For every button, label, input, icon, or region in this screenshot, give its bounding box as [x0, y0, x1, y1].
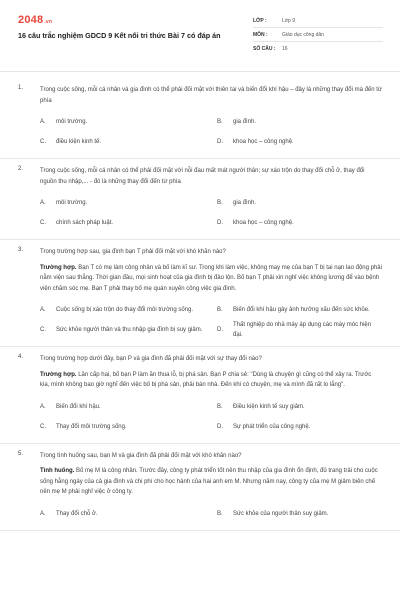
- meta-row: [253, 14, 383, 28]
- question-text: Trong trường hợp sau, gia đình bạn T phải đối mặt với khó khăn nào?: [40, 249, 226, 255]
- option-text: Thất nghiệp do nhà máy áp dụng các máy móc hiện đại.: [233, 322, 372, 338]
- option-text: Sự phát triển của công nghệ.: [233, 423, 311, 430]
- option-letter: B.: [217, 510, 223, 517]
- question-number: 3.: [18, 247, 24, 253]
- answer-option[interactable]: [40, 320, 205, 340]
- question-passage: [40, 263, 382, 295]
- option-letter: C.: [40, 327, 46, 333]
- option-text: gia đình.: [233, 200, 257, 206]
- question-passage: [40, 466, 382, 498]
- option-letter: A.: [40, 119, 46, 125]
- passage-text: Lần cấp hai, bố bạn P làm ăn thua lỗ, bị phá sản. Bạn P chia sẻ: "Dùng là chuyện gì cũng có thể xảy ra. Trước kia, mình không bao giờ nghĩ đến việc bố bị phá sản, phải bán nhà. Đến khi có chuyện, mẹ và mình đã rất lo lắng".: [40, 371, 372, 388]
- answer-option[interactable]: [217, 417, 382, 437]
- question-item: [0, 78, 400, 159]
- question-item: [0, 444, 400, 531]
- question-item: [0, 159, 400, 240]
- option-text: Biến đổi khí hậu gây ảnh hưởng xấu đến sức khỏe.: [233, 307, 370, 313]
- option-letter: A.: [40, 200, 46, 206]
- passage-text: Bạn T có mẹ làm công nhân và bố làm kĩ sư. Trong khi làm việc, không may mẹ của bạn T bị tai nạn lao động phải nằm viện sau thắng. Thời gian đầu, mọi sinh hoạt của gia đình bị đảo lộn. Bố bạn T phải xin nghỉ việc không lương để vào bệnh viện chăm sóc mẹ. Bạn T phải thay bố mẹ quán xuyến công việc gia đình.: [40, 264, 382, 292]
- question-header: [18, 347, 382, 365]
- answer-option[interactable]: [217, 397, 382, 417]
- meta-value: 16: [282, 46, 288, 52]
- question-number: 5.: [18, 450, 24, 457]
- answer-option[interactable]: [217, 320, 382, 340]
- answer-option[interactable]: [217, 193, 382, 213]
- option-text: khoa học – công nghệ.: [233, 220, 294, 226]
- option-letter: A.: [40, 403, 46, 410]
- answer-option[interactable]: [40, 397, 205, 417]
- option-letter: A.: [40, 510, 46, 517]
- question-item: [0, 347, 400, 444]
- question-item: [0, 240, 400, 347]
- option-letter: D.: [217, 139, 223, 145]
- question-text: Trong trường hợp dưới đây, bạn P và gia đình đã phải đối mặt với sự thay đổi nào?: [40, 356, 262, 362]
- question-number: 1.: [18, 85, 24, 91]
- option-letter: A.: [40, 307, 46, 313]
- answer-options: [40, 498, 382, 530]
- option-text: chính sách pháp luật.: [56, 220, 114, 226]
- option-letter: D.: [217, 220, 223, 226]
- passage-text: Bố mẹ M là công nhân. Trước đây, công ty phát triển tốt nên thu nhập của gia đình ổn định, đủ trang trải cho cuộc sống hằng ngày của cả gia đình và chi phí cho học hành của hai anh em M. Nhưng năm nay, công ty của mẹ M giảm biên chế nên mẹ M phải nghỉ việc ở công ty.: [40, 468, 378, 495]
- meta-row: [253, 28, 383, 42]
- site-logo[interactable]: 2048.vn: [18, 14, 53, 26]
- answer-option[interactable]: [217, 213, 382, 233]
- meta-value: Lớp 9: [282, 17, 296, 24]
- question-header: [18, 444, 382, 462]
- option-text: môi trường.: [56, 119, 88, 125]
- question-header: [18, 240, 382, 258]
- option-text: Sức khỏe của người thân suy giảm.: [233, 510, 329, 517]
- header-divider: [0, 71, 400, 72]
- passage-label: Tình huống.: [40, 468, 75, 474]
- option-text: Điều kiện kinh tế suy giảm.: [233, 403, 305, 410]
- answer-option[interactable]: [217, 504, 382, 524]
- option-text: Thay đổi môi trường sống.: [56, 423, 127, 430]
- option-text: khoa học – công nghệ.: [233, 139, 294, 145]
- option-letter: C.: [40, 220, 46, 226]
- option-letter: C.: [40, 423, 46, 430]
- page-title: 16 câu trắc nghiệm GDCD 9 Kết nối tri thức Bài 7 có đáp án: [18, 31, 221, 40]
- answer-option[interactable]: [40, 417, 205, 437]
- option-letter: B.: [217, 307, 223, 313]
- answer-option[interactable]: [40, 504, 205, 524]
- question-number: 2.: [18, 166, 24, 172]
- header: [0, 0, 400, 72]
- option-letter: B.: [217, 403, 223, 410]
- option-text: gia đình.: [233, 119, 257, 125]
- option-letter: C.: [40, 139, 46, 145]
- question-header: [18, 78, 382, 106]
- answer-option[interactable]: [40, 300, 205, 320]
- answer-options: [40, 106, 382, 158]
- answer-option[interactable]: [40, 193, 205, 213]
- question-number: 4.: [18, 354, 24, 360]
- option-text: điều kiện kinh tế.: [56, 139, 102, 145]
- option-text: Cuộc sống bị xáo trộn do thay đổi môi trường sống.: [56, 307, 194, 313]
- question-text: Trong cuộc sống, mỗi cá nhân và gia đình có thể phải đối mặt với thiên tai và biến đổi khí hậu – đây là những thay đổi mà đến từ phía: [40, 87, 382, 104]
- question-list: [0, 78, 400, 531]
- question-text: Trong tình huống sau, bạn M và gia đình đã phải đối mặt với khó khăn nào?: [40, 452, 242, 459]
- question-header: [18, 159, 382, 187]
- answer-option[interactable]: [40, 213, 205, 233]
- meta-label: MÔN :: [253, 31, 268, 38]
- answer-option[interactable]: [40, 112, 205, 132]
- answer-option[interactable]: [217, 112, 382, 132]
- answer-option[interactable]: [217, 300, 382, 320]
- answer-options: [40, 391, 382, 443]
- meta-info: [253, 14, 383, 56]
- option-letter: B.: [217, 200, 223, 206]
- meta-label: LỚP :: [253, 17, 267, 24]
- answer-options: [40, 294, 382, 346]
- answer-options: [40, 187, 382, 239]
- option-text: môi trường.: [56, 200, 88, 206]
- option-letter: D.: [217, 423, 223, 430]
- question-passage: [40, 370, 382, 391]
- passage-label: Trường hợp.: [40, 371, 77, 378]
- meta-row: [253, 42, 383, 56]
- answer-option[interactable]: [217, 132, 382, 152]
- option-letter: B.: [217, 119, 223, 125]
- answer-option[interactable]: [40, 132, 205, 152]
- meta-value: Giáo dục công dân: [282, 31, 324, 38]
- option-text: Thay đổi chỗ ở.: [56, 510, 98, 517]
- option-text: Biến đổi khí hậu.: [56, 403, 101, 410]
- option-text: Sức khỏe người thân và thu nhập gia đình bị suy giảm.: [56, 327, 203, 333]
- meta-label: SỐ CÂU :: [253, 46, 276, 52]
- option-letter: D.: [217, 327, 223, 333]
- question-text: Trong cuộc sống, mỗi cá nhân có thể phải đối mặt với nỗi đau mất mát người thân; sự xáo trộn do thay đổi chỗ ở, thay đổi nguồn thu nhập,... - đó là những thay đổi đến từ phía: [40, 168, 365, 185]
- passage-label: Trường hợp.: [40, 264, 77, 271]
